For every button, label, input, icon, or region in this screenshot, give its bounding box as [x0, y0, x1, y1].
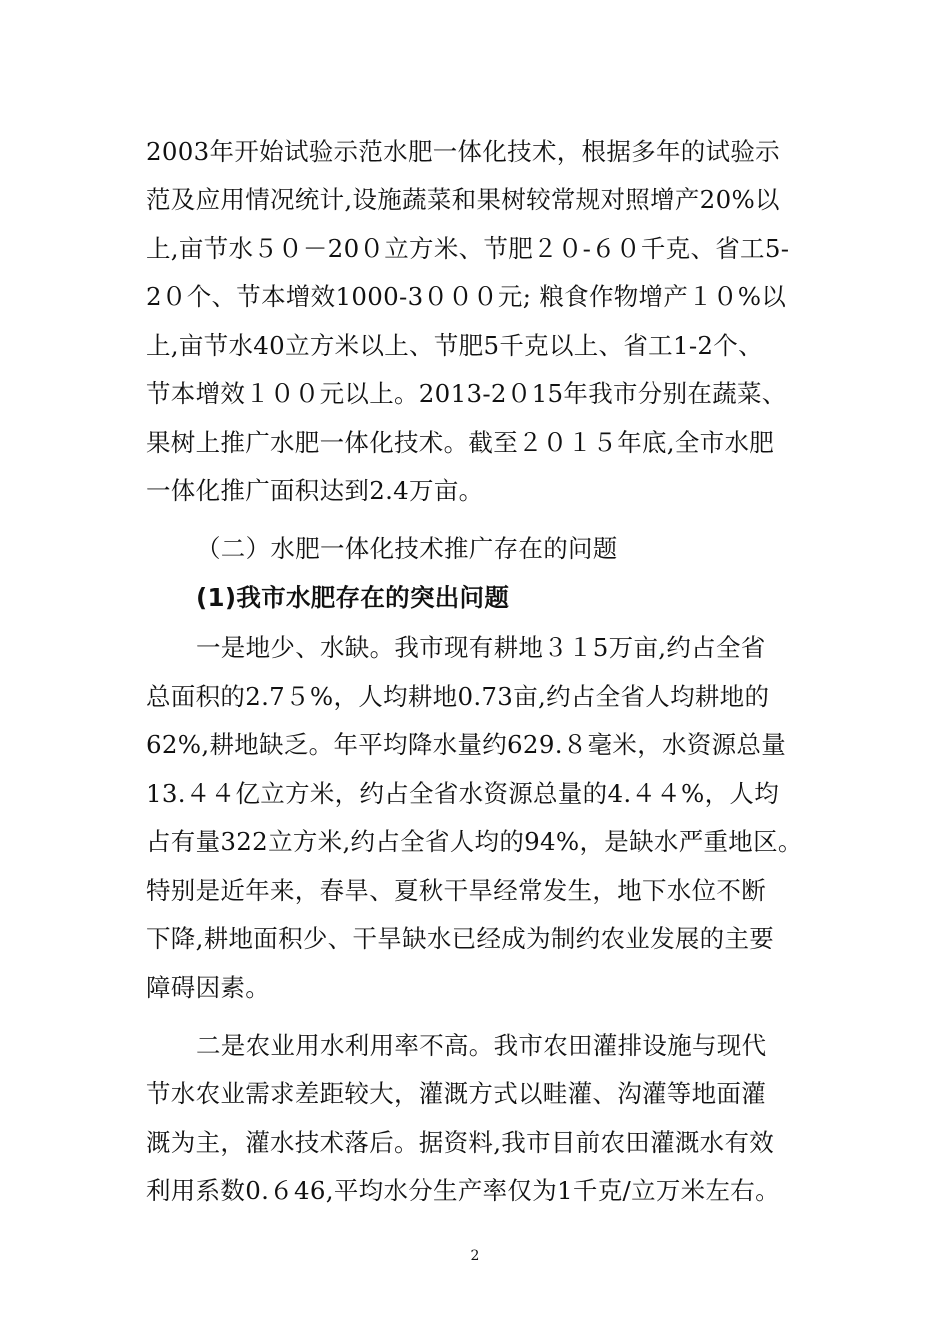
subsection-heading: (1)我市水肥存在的突出问题	[196, 583, 510, 612]
paragraph-1-line-5: 上,亩节水40立方米以上、节肥5千克以上、省工1-2个、	[146, 331, 763, 360]
paragraph-1-line-3: 上,亩节水５０－20０立方米、节肥２０-６０千克、省工5-	[146, 234, 790, 263]
paragraph-2-line-4: 13.４４亿立方米，约占全省水资源总量的4.４４%，人均	[146, 779, 780, 808]
paragraph-3-line-3: 溉为主，灌水技术落后。据资料,我市目前农田灌溉水有效	[146, 1128, 775, 1157]
paragraph-2-line-2: 总面积的2.7５%，人均耕地0.73亩,约占全省人均耕地的	[146, 682, 770, 711]
paragraph-1-line-6: 节本增效１００元以上。2013-2０15年我市分别在蔬菜、	[146, 379, 787, 408]
paragraph-3-line-4: 利用系数0.６46,平均水分生产率仅为1千克/立万米左右。	[146, 1176, 780, 1205]
paragraph-2-line-5: 占有量322立方米,约占全省人均的94%，是缺水严重地区。	[146, 827, 803, 856]
paragraph-1-line-7: 果树上推广水肥一体化技术。截至２０１５年底,全市水肥	[146, 428, 775, 457]
paragraph-2-line-1: 一是地少、水缺。我市现有耕地３１5万亩,约占全省	[196, 633, 766, 662]
paragraph-1-line-2: 范及应用情况统计,设施蔬菜和果树较常规对照增产20%以	[146, 185, 780, 214]
paragraph-2-line-8: 障碍因素。	[146, 973, 270, 1002]
page-number: 2	[470, 1248, 480, 1264]
paragraph-3-line-2: 节水农业需求差距较大，灌溉方式以畦灌、沟灌等地面灌	[146, 1079, 766, 1108]
section-heading: （二）水肥一体化技术推广存在的问题	[196, 534, 618, 563]
paragraph-1-line-1: 2003年开始试验示范水肥一体化技术，根据多年的试验示	[146, 137, 780, 166]
paragraph-1-line-4: 2０个、节本增效1000-3０００元; 粮食作物增产１０%以	[146, 282, 787, 311]
paragraph-2-line-6: 特别是近年来，春旱、夏秋干旱经常发生，地下水位不断	[146, 876, 766, 905]
paragraph-1-line-8: 一体化推广面积达到2.4万亩。	[146, 476, 484, 505]
paragraph-3-line-1: 二是农业用水利用率不高。我市农田灌排设施与现代	[196, 1031, 767, 1060]
paragraph-2-line-3: 62%,耕地缺乏。年平均降水量约629.８毫米，水资源总量	[146, 730, 786, 759]
paragraph-2-line-7: 下降,耕地面积少、干旱缺水已经成为制约农业发展的主要	[146, 924, 775, 953]
